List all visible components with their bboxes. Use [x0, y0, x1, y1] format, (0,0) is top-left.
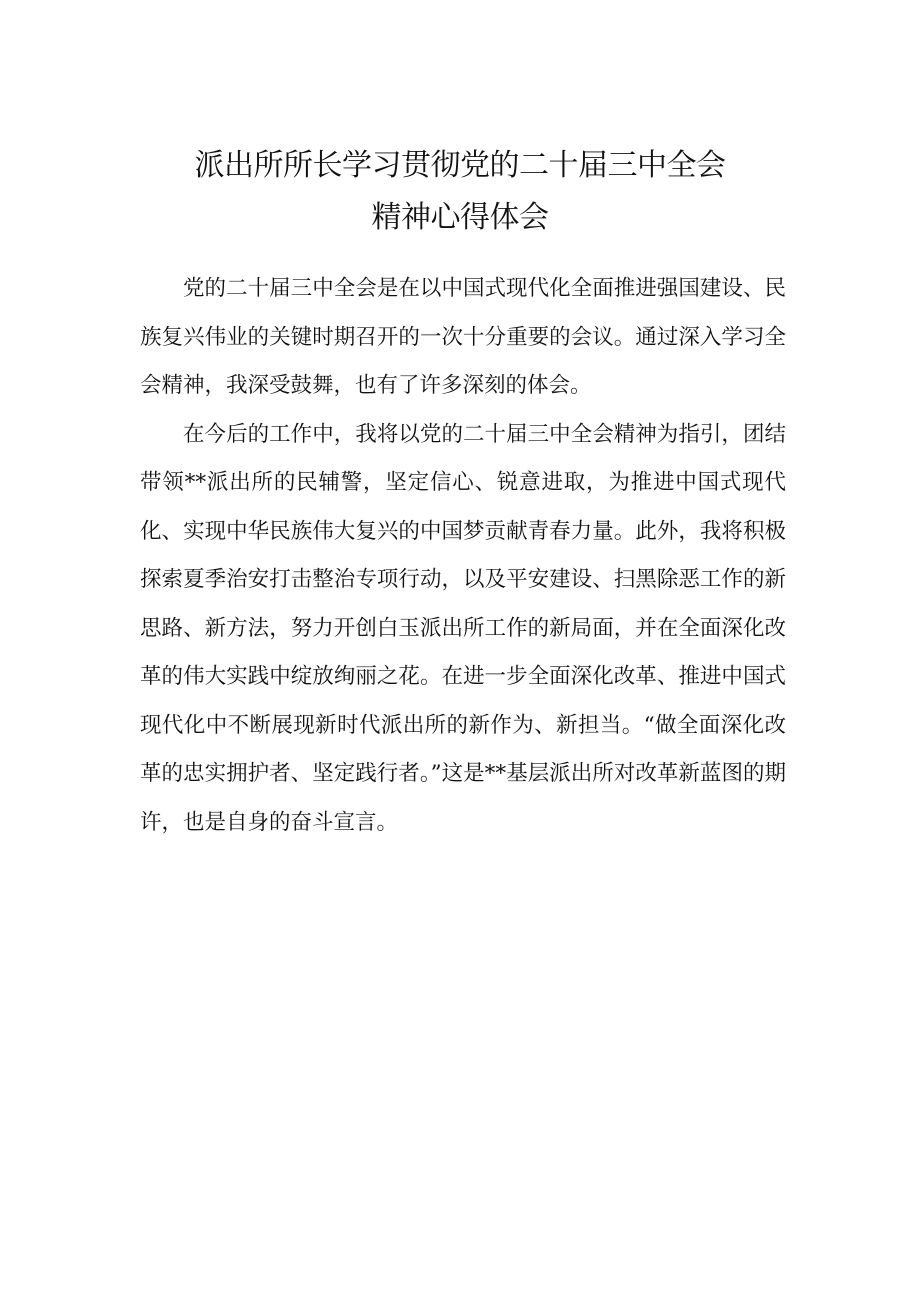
paragraph-2: 在今后的工作中，我将以党的二十届三中全会精神为指引，团结带领**派出所的民辅警，坚定信心、锐意进取，为推进中国式现代化、实现中华民族伟大复兴的中国梦贡献青春力量。此外，我将积极探索夏季治安打击整治专项行动，以及平安建设、扫黑除恶工作的新思路、新方法，努力开创白玉派出所工作的新局面，并在全面深化改革的伟大实践中绽放绚丽之花。在进一步全面深化改革、推进中国式现代化中不断展现新时代派出所的新作为、新担当。“做全面深化改革的忠实拥护者、坚定践行者。”这是**基层派出所对改革新蓝图的期许，也是自身的奋斗宣言。 — [140, 421, 786, 835]
document-body — [140, 265, 786, 847]
paragraph-1: 党的二十届三中全会是在以中国式现代化全面推进强国建设、民族复兴伟业的关键时期召开的一次十分重要的会议。通过深入学习全会精神，我深受鼓舞，也有了许多深刻的体会。 — [140, 276, 786, 398]
document-title-line-2: 精神心得体会 — [371, 200, 549, 235]
document-title-line-1: 派出所所长学习贯彻党的二十届三中全会 — [194, 148, 726, 183]
